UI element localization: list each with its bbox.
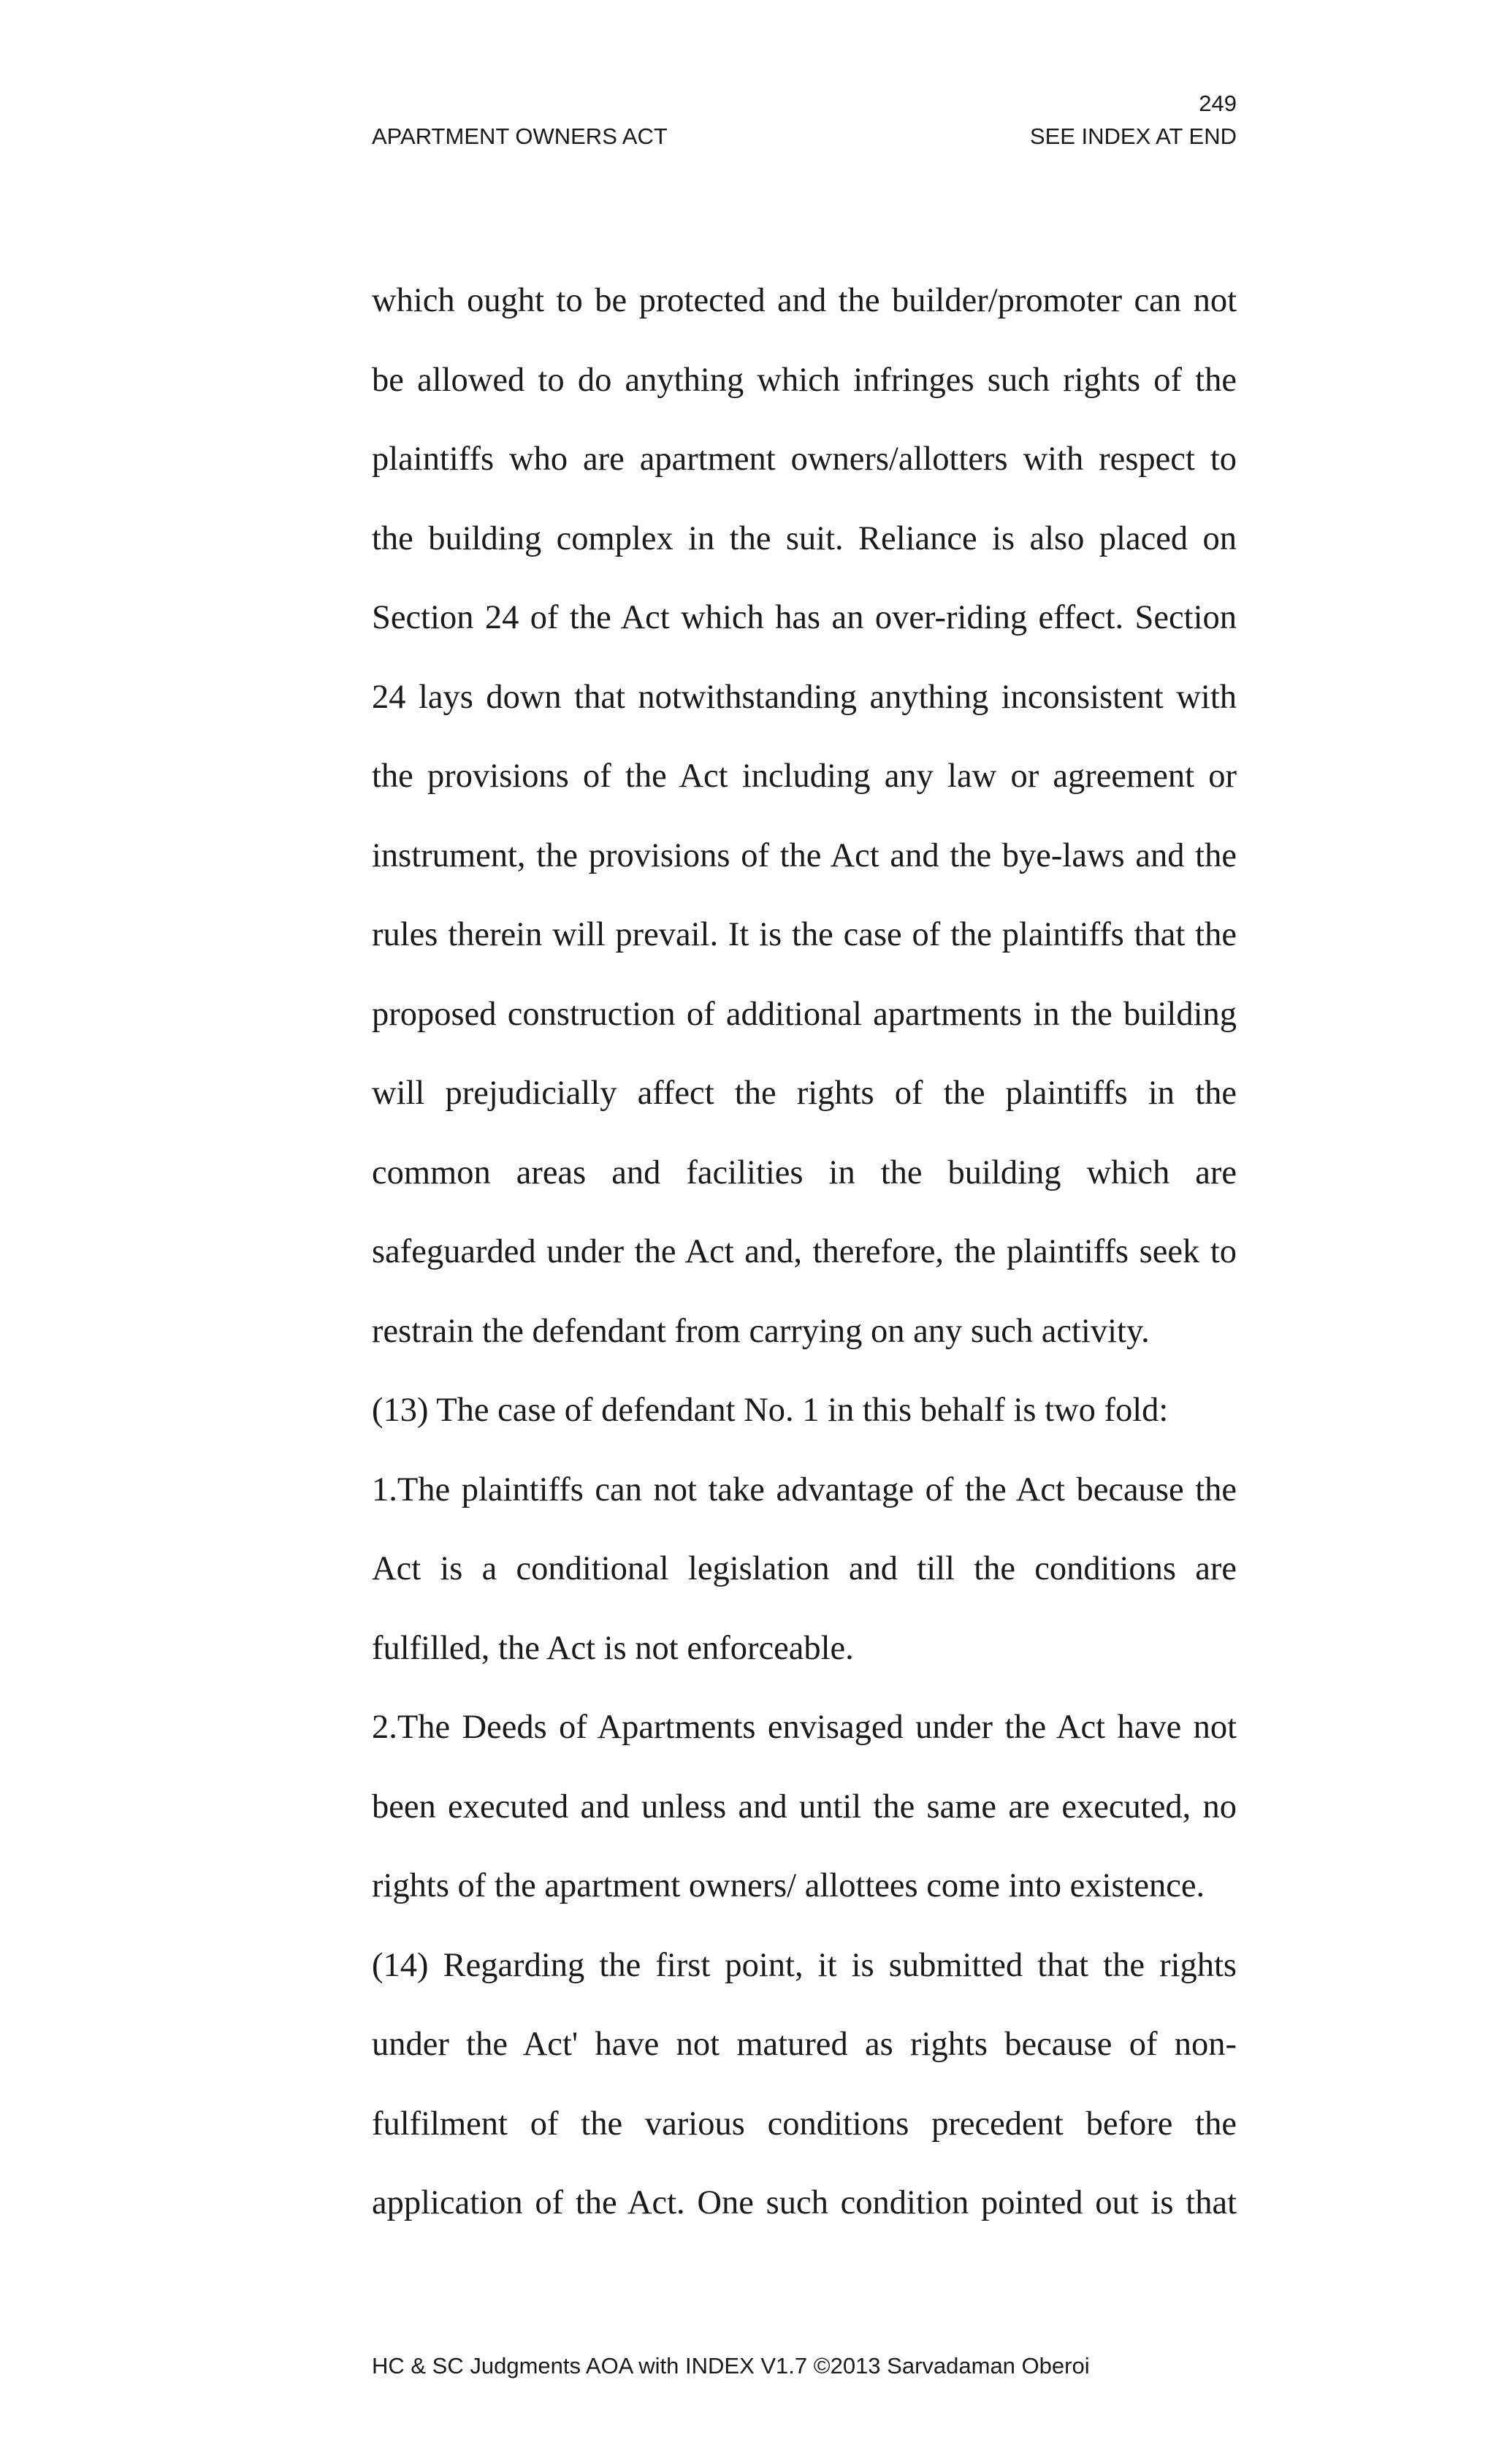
text-line: been executed and unless and until the same are executed, no: [372, 1788, 1237, 1826]
text-line: instrument, the provisions of the Act and the bye-laws and the: [372, 836, 1237, 874]
text-line: will prejudicially affect the rights of the plaintiffs in the: [372, 1075, 1237, 1112]
text-line: 24 lays down that notwithstanding anything inconsistent with: [372, 678, 1237, 716]
judgment-text: [372, 262, 1237, 2243]
text-line: Act is a conditional legislation and till the conditions are: [372, 1550, 1237, 1587]
text-line: Section 24 of the Act which has an over-riding effect. Section: [372, 599, 1237, 636]
page-footer: HC & SC Judgments AOA with INDEX V1.7 ©2013 Sarvadaman Oberoi: [372, 2353, 1090, 2379]
text-line: (13) The case of defendant No. 1 in this behalf is two fold:: [372, 1392, 1169, 1429]
text-line: be allowed to do anything which infringes such rights of the: [372, 361, 1237, 399]
text-line: plaintiffs who are apartment owners/allotters with respect to: [372, 440, 1237, 478]
text-line: the building complex in the suit. Reliance is also placed on: [372, 519, 1237, 557]
text-line: fulfilled, the Act is not enforceable.: [372, 1629, 854, 1667]
text-line: application of the Act. One such condition pointed out is that: [372, 2184, 1237, 2221]
text-line: rights of the apartment owners/ allottees come into existence.: [372, 1867, 1205, 1904]
header-index-note: SEE INDEX AT END: [1029, 123, 1237, 149]
header-title: APARTMENT OWNERS ACT: [372, 123, 668, 149]
text-line: rules therein will prevail. It is the case of the plaintiffs that the: [372, 916, 1237, 953]
text-line: which ought to be protected and the builder/promoter can not: [372, 282, 1237, 319]
text-line: 2.The Deeds of Apartments envisaged under the Act have not: [372, 1709, 1237, 1746]
text-line: safeguarded under the Act and, therefore, the plaintiffs seek to: [372, 1233, 1237, 1270]
text-line: fulfilment of the various conditions precedent before the: [372, 2105, 1237, 2143]
text-line: (14) Regarding the first point, it is submitted that the rights: [372, 1946, 1237, 1984]
text-line: common areas and facilities in the building which are: [372, 1153, 1237, 1191]
running-header: [372, 122, 1237, 151]
text-line: proposed construction of additional apartments in the building: [372, 995, 1237, 1033]
page-number: 249: [1199, 91, 1237, 116]
text-line: the provisions of the Act including any law or agreement or: [372, 758, 1237, 795]
text-line: 1.The plaintiffs can not take advantage of the Act because the: [372, 1471, 1237, 1508]
text-line: restrain the defendant from carrying on any such activity.: [372, 1312, 1150, 1350]
text-line: under the Act' have not matured as rights because of non-: [372, 2026, 1237, 2063]
